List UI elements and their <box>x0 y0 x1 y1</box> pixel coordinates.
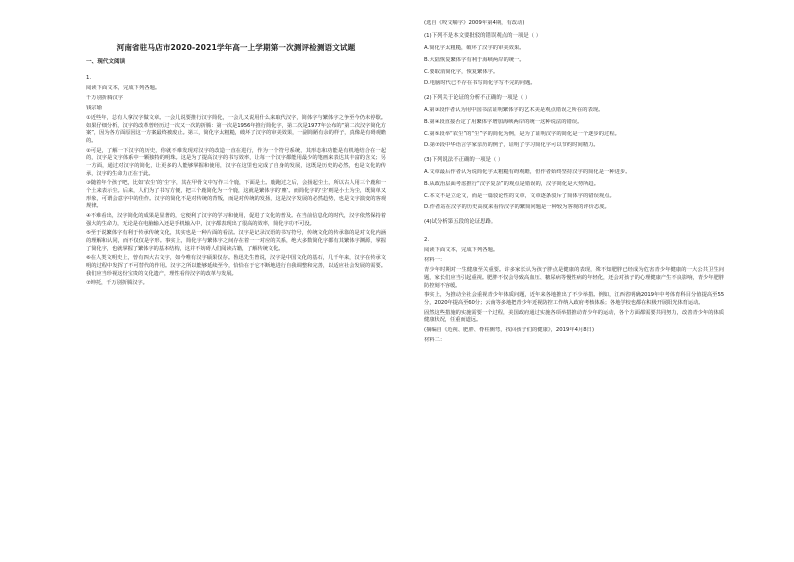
question-number: 1. <box>86 75 92 81</box>
essay-paragraph: ②可是，了解一下汉字的历史，你就不难发现对汉字的改造一直在进行，作为一个符号系统，其形态和功能是有机地结合在一起的，汉字是文字体系中一颗独特的明珠。这是为了提高汉字的书写效率，让每一个汉字都能用最少的笔画来表达其丰富的含义；另一方面，通过对汉字的简化，让更多的人能够掌握和使用，汉字在这里也完成了自身的发展，这既是历史的必然，也是文化的传承，汉字的生命力正在于此。 <box>86 147 386 177</box>
essay-title: 千万别折腾汉字 <box>86 95 124 102</box>
essay-paragraph: ③随着年个孩子吧，比如‘农尘’的‘尘’字，其在甲骨文中写作三个鹿，下面是土。鹿跑过之后，会扬起尘土，所以古人用三个鹿和一个土来表示尘。后来，人们为了书写方便，把三个鹿简化为一个鹿，这就是繁体字的‘塵’。而简化字的‘尘’则是小土为尘，既简单又形象，可谓会意字中的佳作。汉字的简化不是对传统的背叛，而是对传统的发扬，这是汉字发展的必然趋势，也是文字演变的客观规律。 <box>86 180 386 210</box>
material-paragraph: 青少年时期对一生健康至关重要。许多家长认为孩子胖点是健康的表现，殊不知肥胖已经成为危害青少年健康的一大公共卫生问题，家长们应当引起重视。肥胖不仅会导致高血压、糖尿病等慢性病的年轻化，还会对孩子的心理健康产生不良影响，青少年肥胖防控刻不容缓。 <box>424 267 724 289</box>
essay-paragraph: ⑤至于说繁体字有利于传承传统文化，其实也是一种片面的看法。汉字是记录汉语的书写符号，传统文化的传承靠的是对文化内涵的理解和认同，而不仅仅是字形。事实上，简化字与繁体字之间存在着一一对应的关系，绝大多数简化字都有其繁体字渊源，掌握了简化字，也就掌握了繁体字的基本结构，这并不妨碍人们阅读古籍，了解传统文化。 <box>86 230 386 252</box>
question-3-option: C.本文不是立论文，而是一篇驳论性的文章，文章逐条驳斥了简体字的错误观点。 <box>424 192 615 199</box>
question-2-option: D.第⑦段中华语言学家亲历的例子，证明了学习简化字可以节约时间精力。 <box>424 142 599 149</box>
question-4: (4)试分析第五段的论证思路。 <box>424 218 497 225</box>
question-3-option: D.作者站在汉字的历史高度来看待汉字的繁简问题是一种较为客观的评价态度。 <box>424 204 610 211</box>
right-column <box>424 20 724 536</box>
question-3: (3)下列说法不正确的一项是（ ） <box>424 157 504 163</box>
exam-title: 河南省驻马店市2020-2021学年高一上学期第一次测评检测语文试题 <box>116 43 356 52</box>
material-paragraph: 固然这些措施的实施需要一个过程，美国政府通过实施各项举措推动青少年的运动，各个方面都需要共同努力，改善青少年的体质健康状况，任重而道远。 <box>424 309 724 324</box>
section-heading: 一、现代文阅读 <box>86 59 126 65</box>
question-1-option: D.电脑时代已不存在书写简化字写不完的问题。 <box>424 80 536 87</box>
question-3-option: A.文章最后作者认为说简化字太粗糙有碍观瞻，但作者始终坚持汉字的简化是一种进步。 <box>424 169 631 176</box>
question-1: (1)下列不是本文要批驳的错误观点的一项是（ ） <box>424 33 542 40</box>
left-column <box>86 28 386 538</box>
material-heading: 材料二： <box>424 337 446 344</box>
essay-paragraph: ①近些年，总有人拿汉字做文章。一会儿说要推行汉字简化，一会儿又说用什么来取代汉字，简体字与繁体字之争至今仍未停歇。如果仔细分析，汉字的改革曾经历过一次又一次的折腾：第一次是1956年推行简化字，第二次是1977年公布的“第二次汉字简化方案”，因为各方面原因这一方案最终被废止。第三，简化字太粗糙，破坏了汉字的审美效果，一副简陋有余的样子，真像是有碍观瞻的。 <box>86 115 386 145</box>
question-2: (2)下列关于论证的分析不正确的一项是（ ） <box>424 95 531 102</box>
question-number: 2. <box>424 237 430 244</box>
material-paragraph: 事实上，为推动全社会重视青少年体质问题，近年来各地推出了不少举措。例如，江西省明确2019年中考体育科目分值提高至55分，2020年提高至60分；云南等多地把青少年近视防控工作纳入政府考核体系；各地学校也都在积极开展阳光体育运动。 <box>424 292 724 306</box>
question-1-option: A.简化字太粗糙，破坏了汉字的审美效果。 <box>424 45 525 52</box>
material-source: (摘编自《近视、肥胖、脊柱侧弯，找回孩子们的健康》，2019年4月8日) <box>424 327 595 334</box>
question-3-option: B.从政治层面考虑推行“汉字复杂”的观点是错误的，汉字简化是大势所趋。 <box>424 180 600 187</box>
essay-author: 钱宗瑜 <box>86 105 102 112</box>
essay-paragraph: ④不难看出，汉字简化的成果是显著的，它便利了汉字的学习和使用，促进了文化的普及。在当前信息化的时代，汉字依然保持着强大的生命力，无论是在电脑输入还是手机输入中，汉字都表现出了很高的效率，简化字功不可没。 <box>86 212 386 227</box>
essay-paragraph: ⑦坤托，千万别折腾汉字。 <box>86 280 148 287</box>
instruction: 阅读下面文本，完成下列各题。 <box>424 247 499 254</box>
instruction: 阅读下面文本，完成下列各题。 <box>86 85 161 91</box>
question-2-option: A.第③段作者认为用中国书法证明繁体字的艺术美是观点错误之所在的表现。 <box>424 107 604 114</box>
essay-paragraph: ⑥在人类文明史上，曾有四大古文字，如今唯有汉字硕果仅存。鲁迅先生曾说，汉字是中国文化的基石，几千年来，汉字在传承文明的过程中发挥了不可替代的作用。汉字之所以能够延续至今，恰恰在于它不断地进行自我调整和完善，以适应社会发展的需要。我们应当珍视这份宝贵的文化遗产，理性看待汉字的改革与发展。 <box>86 255 386 277</box>
question-1-option: C.要取消简化字，恢复繁体字。 <box>424 68 499 75</box>
material-heading: 材料一： <box>424 257 446 264</box>
source-note: (选自《咬文嚼字》2009年第4期，有改动) <box>424 20 525 26</box>
question-2-option: B.第④段直接否定了用繁体字增加海峡两岸的统一这种说法的错误。 <box>424 118 583 125</box>
question-1-option: B.大陆恢复繁体字有利于海峡两岸的统一。 <box>424 56 525 63</box>
question-2-option: C.第⑤段举“农尘”的“尘”字的简化为例，是为了证明汉字的简化是一个逐步的过程。 <box>424 130 620 137</box>
